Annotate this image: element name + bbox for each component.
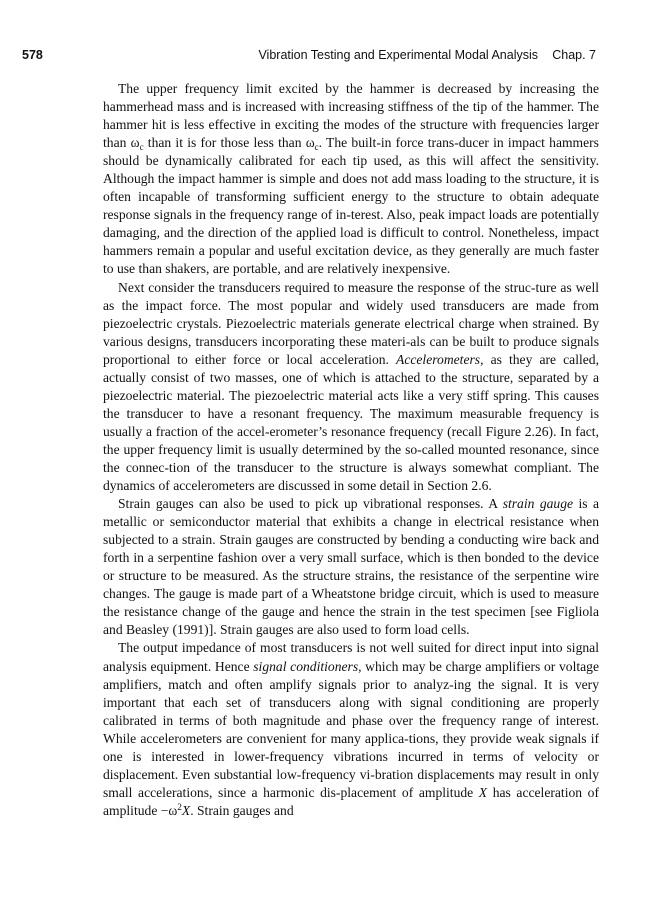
chapter-label: Chap. 7 xyxy=(552,48,596,62)
running-header xyxy=(22,48,596,64)
paragraph-strain-gauges: Strain gauges can also be used to pick up vibrational responses. A strain gauge is a metallic or semiconductor material that exhibits a change in electrical resistance when subjected to a strain. Strain gauges are constructed by bending a conducting wire back and forth in a serpentine fashion over a very small surface, which is then bonded to the device or structure to be measured. As the structure strains, the resistance of the serpentine wire changes. The gauge is made part of a Wheatstone bridge circuit, which is used to measure the resistance change of the gauge and hence the strain in the test specimen [see Figliola and Beasley (1991)]. Strain gauges are also used to form load cells. xyxy=(103,496,600,638)
paragraph-signal-conditioners: The output impedance of most transducers is not well suited for direct input into signal analysis equipment. Hence signal conditioners, which may be charge amplifiers or voltage amplifiers, match and often amplify signals prior to analyz-ing the signal. It is very important that each set of transducers along with signal conditioning are properly calibrated in terms of both magnitude and phase over the frequency range of interest. While accelerometers are convenient for many applica-tions, they provide weak signals if one is interested in lower-frequency vibrations incurred in terms of velocity or displacement. Even substantial low-frequency vi-bration displacements may result in only small accelerations, since a harmonic dis-placement of amplitude X has acceleration of amplitude $-\omega^2X$. Strain gauges and xyxy=(103,640,599,818)
running-title: Vibration Testing and Experimental Modal Analysis xyxy=(258,48,538,62)
paragraph-hammer: The upper frequency limit excited by the hammer is decreased by increasing the hammerhead mass and is increased with increasing stiffness of the tip of the hammer. The hammer hit is less effective in exciting the modes of the structure with frequencies larger than $\omega_c$ than it is for those less than $\omega_c$. The built-in force trans-ducer in impact hammers should be dynamically calibrated for each tip used, as this will affect the sensitivity. Although the impact hammer is simple and does not add mass loading to the structure, it is often incapable of transforming sufficient energy to the structure to obtain adequate response signals in the frequency range of in-terest. Also, peak impact loads are potentially damaging, and the direction of the applied load is difficult to control. Nonetheless, impact hammers remain a popular and useful excitation device, as they generally are much faster to use than shakers, are portable, and are relatively inexpensive. xyxy=(103,81,599,277)
paragraph-transducers: Next consider the transducers required to measure the response of the struc-ture as well as the impact force. The most popular and widely used transducers are made from piezoelectric crystals. Piezoelectric materials generate electrical charge when strained. By various designs, transducers incorporating these materi-als can be built to produce signals proportional to either force or local acceleration. Accelerometers, as they are called, actually consist of two masses, one of which is attached to the structure, separated by a piezoelectric material. The piezoelectric material acts like a very stiff spring. This causes the transducer to have a resonant frequency. The maximum measurable frequency is usually a fraction of the accel-erometer’s resonance frequency (recall Figure 2.26). In fact, the upper frequency limit is usually determined by the so-called mounted resonance, since the connec-tion of the transducer to the structure is always somewhat compliant. The dynamics of accelerometers are discussed in some detail in Section 2.6. xyxy=(103,279,599,494)
body-text xyxy=(103,80,599,820)
page-number: 578 xyxy=(22,48,43,62)
